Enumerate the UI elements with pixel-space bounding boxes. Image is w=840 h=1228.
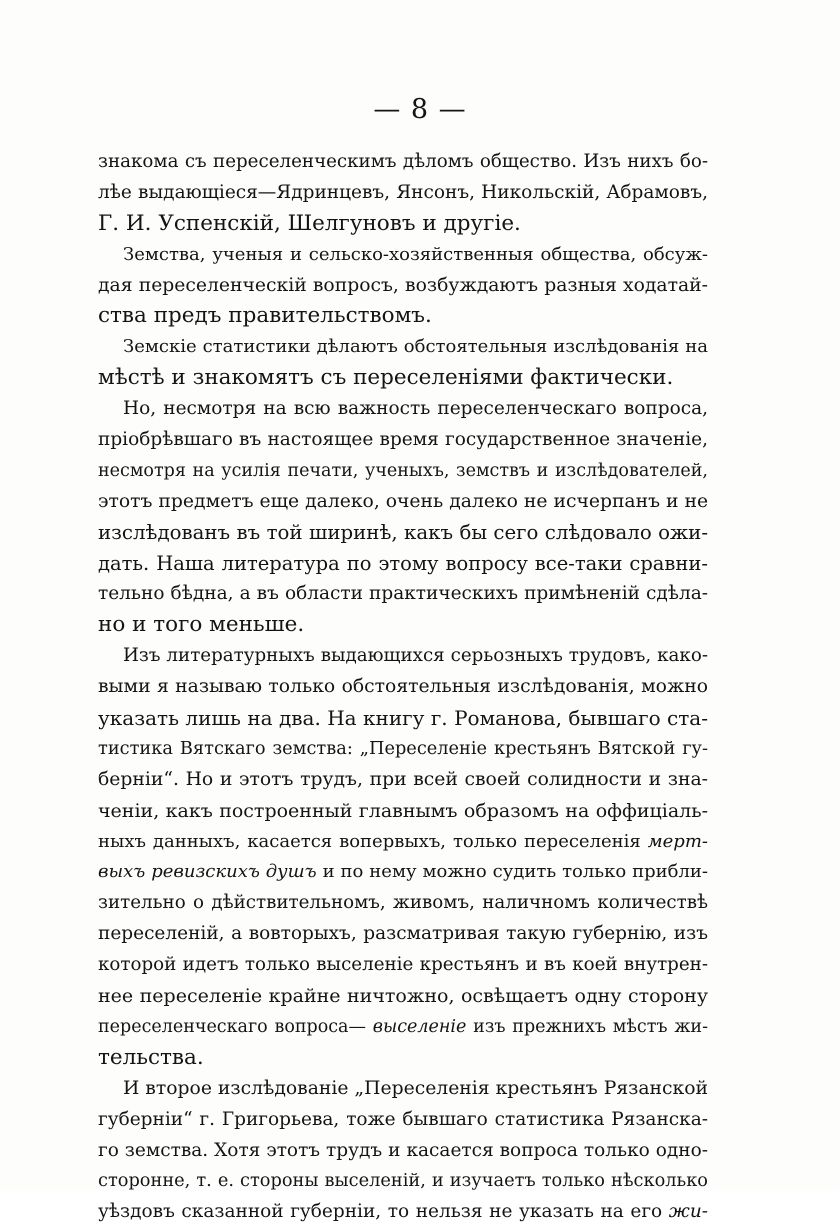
line-text: тельства. (98, 1044, 204, 1070)
body-text (98, 147, 708, 1228)
line-text: изслѣдованъ въ той ширинѣ, какъ бы сего слѣдовало ожи- (98, 520, 708, 544)
text-line (98, 1136, 708, 1167)
line-text: но и того меньше. (98, 612, 305, 638)
line-text: мѣстѣ и знакомятъ съ переселеніями фактически. (98, 365, 674, 391)
line-text: уѣздовъ сказанной губерніи, то нельзя не указать на его (98, 1201, 663, 1223)
line-text: несмотря на усилія печати, ученыхъ, земствъ и изслѣдователей, (98, 460, 708, 481)
line-text: лѣе выдающіеся—Ядринцевъ, Янсонъ, Никольскій, Абрамовъ, (98, 181, 708, 203)
line-text: переселеній, а вовторыхъ, разсматривая такую губернію, изъ (98, 923, 708, 945)
text-line (98, 672, 708, 703)
line-text: переселенческаго вопроса— (98, 1016, 366, 1037)
text-line (98, 1074, 708, 1105)
line-text: го земства. Хотя этотъ трудъ и касается вопроса только одно- (98, 1139, 708, 1161)
text-line (98, 271, 708, 302)
text-line (98, 363, 708, 394)
line-text: Г. И. Успенскій, Шелгуновъ и другіе. (98, 210, 521, 236)
text-line (98, 301, 708, 332)
line-text: тельно бѣдна, а въ области практическихъ примѣненій сдѣла- (98, 583, 708, 605)
text-line (98, 950, 708, 981)
line-text: Но, несмотря на всю важность переселенческаго вопроса, (123, 398, 708, 420)
line-text: нее переселеніе крайне ничтожно, освѣщаетъ одну сторону (98, 985, 708, 1008)
line-text: ченіи, какъ построенный главнымъ образомъ на оффиціаль- (98, 799, 708, 822)
line-text: И второе изслѣдованіе „Переселенія крестьянъ Рязанской (123, 1077, 709, 1099)
line-text: изъ прежнихъ мѣстъ жи- (466, 1016, 708, 1037)
text-line (98, 1197, 708, 1228)
line-text: ныхъ данныхъ, касается вопервыхъ, только переселенія (98, 830, 641, 852)
text-line (98, 1043, 708, 1074)
line-text: которой идетъ только выселеніе крестьянъ и въ коей внутрен- (98, 954, 708, 976)
italic-phrase: мерт- (647, 830, 708, 852)
line-text: ства предъ правительствомъ. (98, 303, 432, 329)
italic-phrase: выселеніе (372, 1016, 467, 1037)
italic-phrase: жи- (668, 1201, 708, 1223)
line-text: Земства, ученыя и сельско-хозяйственныя общества, обсуж- (123, 243, 708, 265)
text-line (98, 919, 708, 950)
line-text: и по нему можно судить только прибли- (316, 861, 708, 883)
text-line (98, 147, 708, 178)
line-text: выми я называю только обстоятельныя изслѣдованія, можно (98, 676, 708, 698)
line-text: пріобрѣвшаго въ настоящее время государственное значеніе, (98, 429, 708, 451)
text-line (98, 857, 708, 888)
line-text: дая переселенческій вопросъ, возбуждаютъ разныя ходатай- (98, 274, 708, 296)
text-line (98, 518, 708, 549)
text-line (98, 332, 708, 363)
text-line (98, 549, 708, 580)
text-line (98, 456, 708, 487)
text-line (98, 734, 708, 765)
text-line (98, 425, 708, 456)
text-line (98, 209, 708, 240)
text-line (98, 641, 708, 672)
text-line (98, 1105, 708, 1136)
line-text: тистика Вятскаго земства: „Переселеніе крестьянъ Вятской гу- (98, 738, 708, 759)
italic-phrase: выхъ ревизскихъ душъ (98, 861, 317, 883)
line-text: указать лишь на два. На книгу г. Романова, бывшаго ста- (98, 706, 708, 731)
text-line (98, 394, 708, 425)
text-line (98, 796, 708, 827)
text-line (98, 1166, 708, 1197)
text-line (98, 487, 708, 518)
text-line (98, 610, 708, 641)
line-text: этотъ предметъ еще далеко, очень далеко не исчерпанъ и не (98, 490, 709, 512)
text-line (98, 827, 708, 858)
line-text: губерніи“ г. Григорьева, тоже бывшаго статистика Рязанска- (98, 1108, 708, 1130)
line-text: зительно о дѣйствительномъ, живомъ, наличномъ количествѣ (98, 892, 708, 914)
line-text: берніи“. Но и этотъ трудъ, при всей своей солидности и зна- (98, 768, 708, 790)
text-line (98, 1012, 708, 1043)
line-text: Изъ литературныхъ выдающихся серьозныхъ трудовъ, како- (123, 645, 708, 667)
text-line (98, 579, 708, 610)
text-line (98, 981, 708, 1012)
text-line (98, 888, 708, 919)
line-text: Земскіе статистики дѣлаютъ обстоятельныя изслѣдованія на (123, 336, 708, 358)
text-line (98, 765, 708, 796)
text-line (98, 703, 708, 734)
line-text: знакома съ переселенческимъ дѣломъ общество. Изъ нихъ бо- (98, 151, 708, 172)
page-number: — 8 — (373, 94, 467, 125)
line-text: дать. Наша литература по этому вопросу все-таки сравни- (98, 551, 708, 575)
line-text: сторонне, т. е. стороны выселеній, и изучаетъ только нѣсколько (98, 1171, 708, 1192)
text-line (98, 178, 708, 209)
text-line (98, 240, 708, 271)
